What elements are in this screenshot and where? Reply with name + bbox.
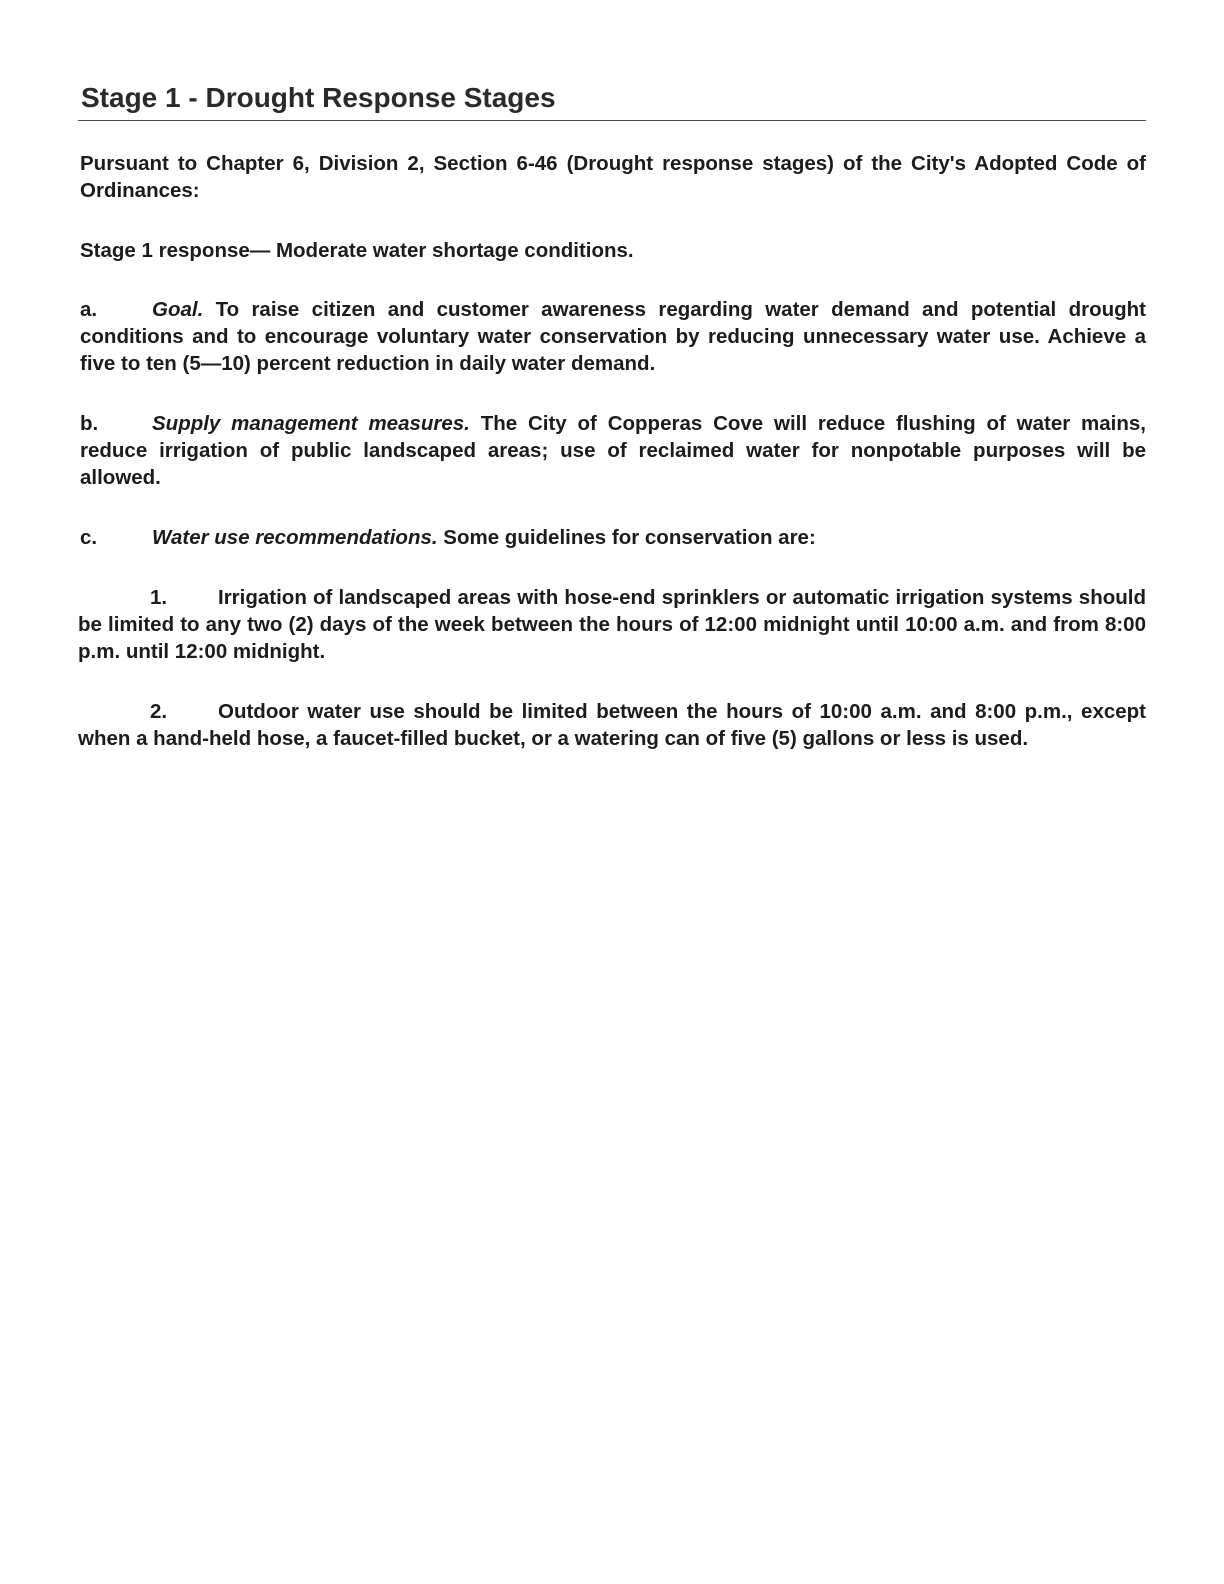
subitem-2 (78, 698, 1146, 752)
page-title: Stage 1 - Drought Response Stages (81, 82, 556, 113)
subitem-1 (78, 584, 1146, 665)
item-b (78, 410, 1146, 491)
item-b-text: The City of Copperas Cove will reduce flushing of water mains, reduce irrigation of public landscaped areas; use of reclaimed water for nonpotable purposes will be allowed. (80, 412, 1146, 489)
item-a-text: To raise citizen and customer awareness regarding water demand and potential drought conditions and to encourage voluntary water conservation by reducing unnecessary water use. Achieve a five to ten (5—10) percent reduction in daily water demand. (80, 298, 1146, 375)
title-underline (78, 120, 1146, 121)
item-c (78, 524, 1146, 551)
item-a (78, 296, 1146, 377)
item-c-marker: c. (80, 526, 98, 549)
subitem-1-marker: 1. (150, 586, 168, 609)
item-a-marker: a. (80, 298, 98, 321)
item-c-heading: Water use recommendations. (152, 526, 438, 549)
subitem-2-marker: 2. (150, 700, 168, 723)
item-c-text: Some guidelines for conservation are: (437, 526, 816, 549)
subitem-1-text: Irrigation of landscaped areas with hose-end sprinklers or automatic irrigation systems should be limited to any two (2) days of the week between the hours of 12:00 midnight until 10:00 a.m. and from 8:00 p.m. until 12:00 midnight. (78, 586, 1146, 663)
document-page (78, 80, 1146, 785)
item-a-heading: Goal. (152, 298, 204, 321)
subitem-2-text: Outdoor water use should be limited between the hours of 10:00 a.m. and 8:00 p.m., except when a hand-held hose, a faucet-filled bucket, or a watering can of five (5) gallons or less is used. (78, 700, 1146, 750)
intro-paragraph: Pursuant to Chapter 6, Division 2, Section 6-46 (Drought response stages) of the City's Adopted Code of Ordinances: (80, 152, 1146, 202)
item-b-heading: Supply management measures. (152, 412, 470, 435)
item-b-marker: b. (80, 412, 99, 435)
stage-response-line: Stage 1 response— Moderate water shortage conditions. (80, 239, 634, 262)
